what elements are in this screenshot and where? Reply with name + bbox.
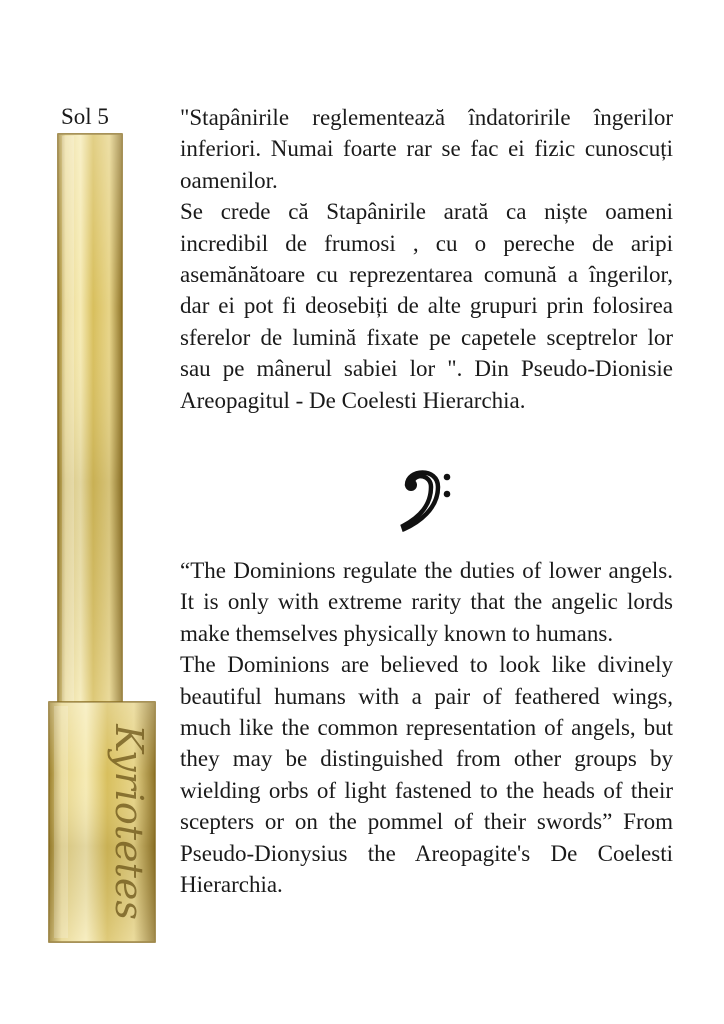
gold-bar-bookmark [46,132,160,946]
romanian-paragraph-1: "Stapânirile reglementează îndatoririle îngerilor inferiori. Numai foarte rar se fac ei fizic cunoscuți oamenilor. [180,105,673,193]
engraving-script: Kyriotetes [107,724,151,920]
english-paragraph-1: “The Dominions regulate the duties of lower angels. It is only with extreme rarity that the angelic lords make themselves physically known to humans. [180,558,673,646]
romanian-paragraph-2: Se crede că Stapânirile arată ca niște oameni incredibil de frumosi , cu o pereche de aripi asemănătoare cu reprezentarea comună a îngerilor, dar ei pot fi deosebiți de alte grupuri prin folosirea sferelor de lumină fixate pe capetele sceptrelor lor sau pe mânerul sabiei lor ". Din Pseudo-Dionisie Areopagitul - De Coelesti Hierarchia. [180,199,673,413]
romanian-text-block [180,102,673,416]
english-paragraph-2: The Dominions are believed to look like divinely beautiful humans with a pair of feathered wings, much like the common representation of angels, but they may be distinguished from other groups by wielding orbs of light fastened to the heads of their scepters or on the pommel of their swords” From Pseudo-Dionysius the Areopagite's De Coelesti Hierarchia. [180,652,673,898]
english-text-block [180,555,673,900]
page-label: Sol 5 [61,104,109,129]
bass-clef-icon [398,463,458,533]
